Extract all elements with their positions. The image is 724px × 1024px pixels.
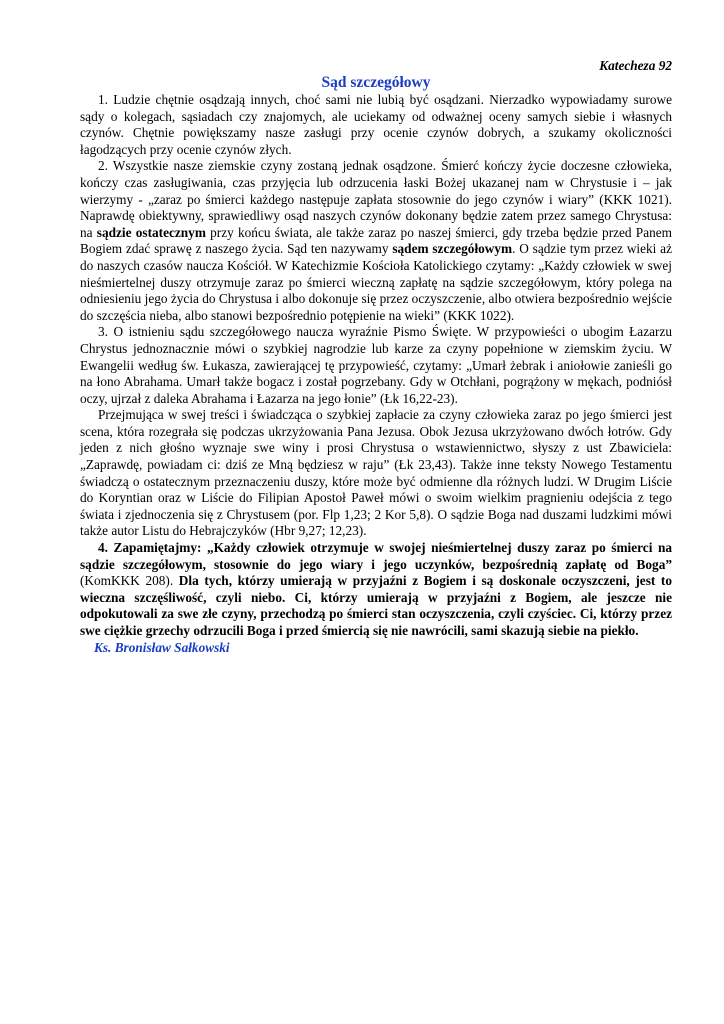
summary-quote: 4. Zapamiętajmy: „Każdy człowiek otrzymuje w swojej nieśmiertelnej duszy zaraz po śmierci na sądzie szczegółowym, stosownie do jego wiary i jego uczynków, bezpośrednią zapłatę od Boga” [80,540,672,572]
page-title: Sąd szczegółowy [321,74,431,91]
paragraph-2-text-c: przy końcu świata, ale także zaraz po naszej śmierci, gdy trzeba będzie przed Panem Bogiem zdać sprawę z naszego życia. Sąd ten nazywamy [80,224,673,257]
paragraph-2 [80,158,672,324]
author-signature: Ks. Bronisław Sałkowski [94,639,230,655]
paragraph-3: 3. O istnieniu sądu szczegółowego naucza wyraźnie Pismo Święte. W przypowieści o ubogim Łazarzu Chrystus jednoznacznie mówi o szybkiej nagrodzie lub karze za czyny popełnione w ziemskim życiu. W Ewangelii według św. Łukasza, zawierającej tę przypowieść, czytamy: „Umarł żebrak i aniołowie zanieśli go na łono Abrahama. Umarł także bogacz i został pogrzebany. Gdy w Otchłani, pogrążony w mękach, podniósł oczy, ujrzał z daleka Abrahama i Łazarza na jego łonie” (Łk 16,22-23). [80,324,672,406]
document-page [80,58,672,656]
paragraph-4: Przejmująca w swej treści i świadcząca o szybkiej zapłacie za czyny człowieka zaraz po jego śmierci jest scena, która rozegrała się podczas ukrzyżowania Pana Jezusa. Obok Jezusa ukrzyżowano dwóch łotrów. Gdy jeden z nich głośno wyznaje swe winy i prosi Chrystusa o wstawiennictwo, słyszy z ust Zbawiciela: „Zaprawdę, powiadam ci: dziś ze Mną będziesz w raju” (Łk 23,43). Także inne teksty Nowego Testamentu świadczą o ostatecznym przeznaczeniu duszy, które może być odmienne dla różnych ludzi. W Drugim Liście do Koryntian oraz w Liście do Filipian Apostoł Paweł mówi o swoim wielkim pragnieniu odejścia z tego świata i zjednoczenia się z Chrystusem (por. Flp 1,23; 2 Kor 5,8). O sądzie Boga nad duszami ludzkimi mówi także autor Listu do Hebrajczyków (Hbr 9,27; 12,23). [80,407,672,539]
term-particular-judgment: sądem szczegółowym [392,241,513,257]
paragraph-2-text-a: 2. Wszystkie nasze ziemskie czyny zostaną jednak osądzone. Śmierć kończy życie doczesne człowieka, kończy czas zasługiwania, czas przyjęcia lub odrzucenia łaski Bożej ukazanej nam w Chrystusie i – jak wierzymy - „zaraz po śmierci każdego następuje zapłata stosownie do jego czynów i wiary” (KKK 1021). Naprawdę obiektywny, sprawiedliwy osąd naszych czynów dokonany będzie zatem przez samego Chrystusa: na [80,158,672,240]
paragraph-5 [80,540,672,640]
summary-reference: (KomKKK 208). [80,573,179,589]
paragraph-1: 1. Ludzie chętnie osądzają innych, choć sami nie lubią być osądzani. Nierzadko wypowiadamy surowe sądy o kolegach, sąsiadach czy znajomych, ale uciekamy od odważnej oceny samych siebie i własnych czynów. Chętnie powiększamy nasze zasługi przy ocenie czynów dobrych, a szukamy okoliczności łagodzących przy ocenie czynów złych. [80,92,672,157]
term-final-judgment: sądzie ostatecznym [96,224,206,240]
paragraph-2-text-e: . O sądzie tym przez wieki aż do naszych czasów naucza Kościół. W Katechizmie Kościoła Katolickiego czytamy: „Każdy człowiek w swej nieśmiertelnej duszy otrzymuje zaraz po śmierci wieczną zapłatę na sądzie szczegółowym, który polega na odniesieniu jego życia do Chrystusa i albo dokonuje się przez oczyszczenie, albo otwiera bezpośrednio wejście do szczęścia nieba, albo stanowi bezpośrednio potępienie na wieki” (KKK 1022). [80,241,672,323]
summary-text: Dla tych, którzy umierają w przyjaźni z Bogiem i są doskonale oczyszczeni, jest to wieczna szczęśliwość, czyli niebo. Ci, którzy umierają w przyjaźni z Bogiem, ale jeszcze nie odpokutowali za swe złe czyny, przechodzą po śmierci stan oczyszczenia, czyli czyściec. Ci, którzy przez swe ciężkie grzechy odrzucili Boga i przed śmiercią się nie nawrócili, sami skazują siebie na piekło. [80,573,672,638]
catechesis-number: Katecheza 92 [599,58,672,73]
